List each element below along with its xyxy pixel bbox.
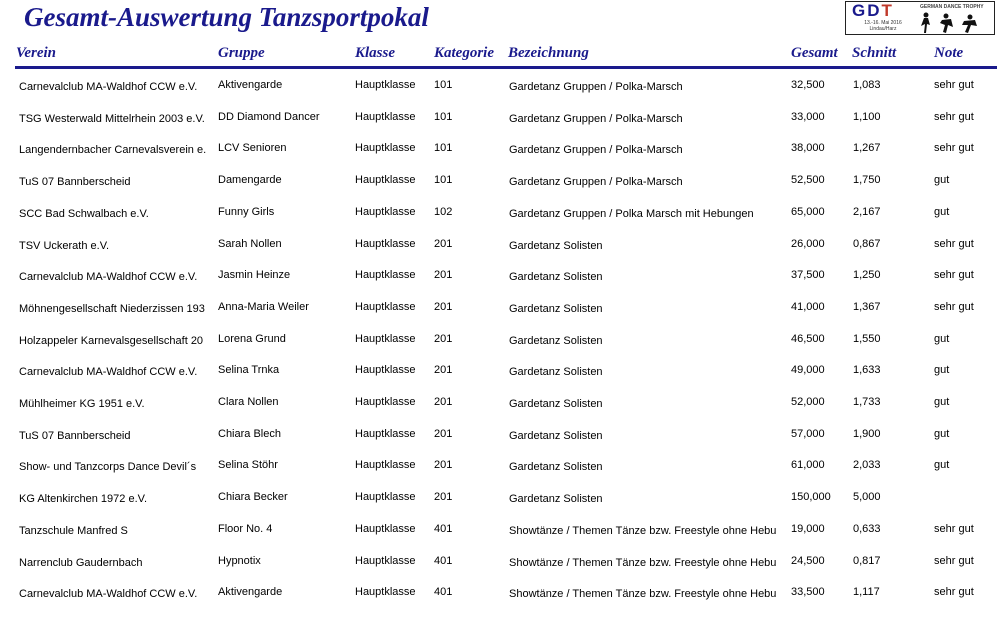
- cell-gesamt: 41,000: [791, 300, 825, 313]
- cell-gruppe: Sarah Nollen: [218, 237, 282, 250]
- cell-gruppe: Aktivengarde: [218, 586, 283, 599]
- table-row: [0, 133, 1000, 163]
- cell-kategorie: 201: [434, 269, 453, 282]
- cell-gesamt: 37,500: [791, 269, 825, 282]
- table-row: [0, 324, 1000, 354]
- cell-gruppe: Hypnotix: [218, 554, 261, 567]
- cell-kategorie: 101: [434, 110, 453, 123]
- cell-schnitt: 1,367: [853, 300, 881, 313]
- cell-gruppe: Damengarde: [218, 174, 282, 187]
- cell-gruppe: Chiara Becker: [218, 491, 288, 504]
- cell-schnitt: 2,033: [853, 459, 881, 472]
- cell-gesamt: 19,000: [791, 522, 825, 535]
- header-note: Note: [934, 45, 964, 61]
- cell-schnitt: 1,267: [853, 142, 881, 155]
- cell-klasse: Hauptklasse: [355, 79, 416, 91]
- cell-gruppe: Funny Girls: [218, 205, 275, 218]
- cell-schnitt: 1,750: [853, 174, 881, 187]
- dancer-silhouettes-icon: [918, 11, 992, 35]
- cell-bezeichnung: Gardetanz Solisten: [509, 461, 603, 474]
- cell-note: gut: [934, 427, 950, 440]
- cell-verein: Carnevalclub MA-Waldhof CCW e.V.: [19, 81, 198, 93]
- table-row: [0, 165, 1000, 195]
- cell-klasse: Hauptklasse: [355, 269, 416, 282]
- table-row: [0, 197, 1000, 227]
- gdt-logo: [845, 1, 995, 35]
- cell-gesamt: 38,000: [791, 142, 825, 155]
- table-row: [0, 514, 1000, 544]
- cell-kategorie: 201: [434, 332, 453, 345]
- header-schnitt: Schnitt: [852, 45, 897, 61]
- cell-kategorie: 401: [434, 522, 453, 535]
- table-row: [0, 577, 1000, 607]
- cell-gesamt: 33,000: [791, 110, 825, 123]
- cell-note: sehr gut: [934, 586, 974, 599]
- table-row: [0, 229, 1000, 259]
- table-row: [0, 419, 1000, 449]
- cell-note: sehr gut: [934, 522, 974, 535]
- cell-klasse: Hauptklasse: [355, 554, 416, 567]
- table-row: [0, 546, 1000, 576]
- cell-gruppe: Clara Nollen: [218, 396, 279, 408]
- table-row: [0, 260, 1000, 290]
- logo-subtitle: 13.-16. Mai 2016 Lindau/Harz: [864, 20, 902, 32]
- cell-schnitt: 0,633: [853, 522, 881, 535]
- cell-gruppe: Lorena Grund: [218, 332, 286, 345]
- table-row: [0, 482, 1000, 512]
- cell-kategorie: 101: [434, 79, 453, 91]
- cell-klasse: Hauptklasse: [355, 396, 416, 408]
- cell-verein: TuS 07 Bannberscheid: [19, 176, 131, 189]
- cell-kategorie: 102: [434, 205, 453, 218]
- cell-schnitt: 0,817: [853, 554, 881, 567]
- cell-klasse: Hauptklasse: [355, 174, 416, 187]
- cell-gruppe: LCV Senioren: [218, 142, 287, 155]
- cell-gesamt: 52,000: [791, 396, 825, 408]
- cell-verein: TSV Uckerath e.V.: [19, 239, 110, 252]
- cell-kategorie: 101: [434, 142, 453, 155]
- header-gruppe: Gruppe: [218, 45, 265, 61]
- cell-gesamt: 52,500: [791, 174, 825, 187]
- cell-kategorie: 401: [434, 586, 453, 599]
- cell-bezeichnung: Gardetanz Solisten: [509, 334, 603, 347]
- cell-verein: Langendernbacher Carnevalsverein e.: [19, 144, 207, 157]
- cell-klasse: Hauptklasse: [355, 142, 416, 155]
- cell-gruppe: DD Diamond Dancer: [218, 110, 320, 123]
- cell-bezeichnung: Showtänze / Themen Tänze bzw. Freestyle ohne Hebu: [509, 556, 777, 569]
- cell-bezeichnung: Gardetanz Gruppen / Polka-Marsch: [509, 176, 683, 189]
- cell-gesamt: 46,500: [791, 332, 825, 345]
- cell-note: sehr gut: [934, 110, 974, 123]
- table-row: [0, 292, 1000, 322]
- cell-kategorie: 101: [434, 174, 453, 187]
- cell-klasse: Hauptklasse: [355, 110, 416, 123]
- cell-kategorie: 201: [434, 364, 453, 377]
- cell-klasse: Hauptklasse: [355, 522, 416, 535]
- cell-verein: Narrenclub Gaudernbach: [19, 556, 143, 569]
- cell-verein: SCC Bad Schwalbach e.V.: [19, 207, 149, 220]
- cell-klasse: Hauptklasse: [355, 491, 416, 504]
- cell-verein: Holzappeler Karnevalsgesellschaft 20: [19, 334, 204, 347]
- cell-gruppe: Jasmin Heinze: [218, 269, 291, 282]
- cell-note: sehr gut: [934, 79, 974, 91]
- cell-verein: Tanzschule Manfred S: [19, 524, 128, 537]
- cell-klasse: Hauptklasse: [355, 459, 416, 472]
- cell-verein: Carnevalclub MA-Waldhof CCW e.V.: [19, 271, 198, 284]
- cell-bezeichnung: Gardetanz Solisten: [509, 302, 603, 315]
- cell-note: sehr gut: [934, 554, 974, 567]
- table-row: [0, 102, 1000, 132]
- header-bezeichnung: Bezeichnung: [508, 45, 589, 61]
- cell-klasse: Hauptklasse: [355, 237, 416, 250]
- cell-note: gut: [934, 332, 950, 345]
- cell-verein: Show- und Tanzcorps Dance Devil´s: [19, 461, 197, 474]
- cell-gruppe: Selina Trnka: [218, 364, 280, 377]
- cell-schnitt: 0,867: [853, 237, 881, 250]
- page-title: Gesamt-Auswertung Tanzsportpokal: [24, 2, 429, 32]
- cell-gesamt: 49,000: [791, 364, 825, 377]
- cell-gesamt: 33,500: [791, 586, 825, 599]
- cell-note: sehr gut: [934, 237, 974, 250]
- cell-bezeichnung: Gardetanz Solisten: [509, 429, 603, 442]
- cell-note: gut: [934, 205, 950, 218]
- header-divider: [15, 66, 997, 69]
- cell-gruppe: Chiara Blech: [218, 427, 281, 440]
- cell-bezeichnung: Gardetanz Gruppen / Polka Marsch mit Hebungen: [509, 207, 754, 220]
- cell-note: gut: [934, 364, 950, 377]
- cell-gesamt: 61,000: [791, 459, 825, 472]
- cell-note: sehr gut: [934, 269, 974, 282]
- cell-kategorie: 201: [434, 300, 453, 313]
- cell-note: gut: [934, 174, 950, 187]
- cell-schnitt: 1,633: [853, 364, 881, 377]
- cell-klasse: Hauptklasse: [355, 332, 416, 345]
- cell-schnitt: 2,167: [853, 205, 881, 218]
- cell-schnitt: 1,250: [853, 269, 881, 282]
- cell-schnitt: 1,550: [853, 332, 881, 345]
- cell-kategorie: 201: [434, 396, 453, 408]
- cell-bezeichnung: Gardetanz Solisten: [509, 366, 603, 379]
- cell-gruppe: Floor No. 4: [218, 522, 273, 535]
- cell-schnitt: 1,100: [853, 110, 881, 123]
- cell-gesamt: 26,000: [791, 237, 825, 250]
- cell-bezeichnung: Gardetanz Gruppen / Polka-Marsch: [509, 81, 683, 93]
- table-row: [0, 70, 1000, 100]
- cell-schnitt: 1,733: [853, 396, 881, 408]
- cell-gesamt: 24,500: [791, 554, 825, 567]
- cell-kategorie: 201: [434, 427, 453, 440]
- cell-verein: TSG Westerwald Mittelrhein 2003 e.V.: [19, 112, 205, 125]
- cell-note: gut: [934, 396, 950, 408]
- cell-kategorie: 401: [434, 554, 453, 567]
- cell-verein: Mühlheimer KG 1951 e.V.: [19, 398, 145, 410]
- cell-gruppe: Anna-Maria Weiler: [218, 300, 309, 313]
- cell-note: sehr gut: [934, 300, 974, 313]
- cell-bezeichnung: Showtänze / Themen Tänze bzw. Freestyle ohne Hebu: [509, 524, 777, 537]
- cell-kategorie: 201: [434, 491, 453, 504]
- cell-bezeichnung: Gardetanz Gruppen / Polka-Marsch: [509, 144, 683, 157]
- header-verein: Verein: [16, 45, 57, 61]
- cell-klasse: Hauptklasse: [355, 205, 416, 218]
- cell-kategorie: 201: [434, 237, 453, 250]
- cell-note: sehr gut: [934, 142, 974, 155]
- cell-schnitt: 1,083: [853, 79, 881, 91]
- cell-gesamt: 65,000: [791, 205, 825, 218]
- cell-bezeichnung: Gardetanz Solisten: [509, 271, 603, 284]
- cell-bezeichnung: Gardetanz Solisten: [509, 398, 603, 410]
- header-klasse: Klasse: [355, 45, 396, 61]
- table-row: [0, 450, 1000, 480]
- cell-gruppe: Selina Stöhr: [218, 459, 278, 472]
- cell-verein: KG Altenkirchen 1972 e.V.: [19, 493, 148, 506]
- cell-schnitt: 1,117: [853, 586, 880, 599]
- cell-bezeichnung: Gardetanz Gruppen / Polka-Marsch: [509, 112, 683, 125]
- cell-bezeichnung: Showtänze / Themen Tänze bzw. Freestyle ohne Hebu: [509, 588, 777, 601]
- cell-gruppe: Aktivengarde: [218, 79, 283, 91]
- cell-verein: Möhnengesellschaft Niederzissen 193: [19, 302, 205, 315]
- cell-kategorie: 201: [434, 459, 453, 472]
- cell-schnitt: 5,000: [853, 491, 881, 504]
- cell-bezeichnung: Gardetanz Solisten: [509, 493, 603, 506]
- cell-klasse: Hauptklasse: [355, 586, 416, 599]
- cell-klasse: Hauptklasse: [355, 300, 416, 313]
- cell-verein: TuS 07 Bannberscheid: [19, 429, 131, 442]
- cell-gesamt: 57,000: [791, 427, 825, 440]
- logo-trophy-text: GERMAN DANCE TROPHY: [920, 4, 984, 10]
- header-gesamt: Gesamt: [791, 45, 838, 61]
- cell-gesamt: 32,500: [791, 79, 825, 91]
- cell-note: gut: [934, 459, 950, 472]
- header-kategorie: Kategorie: [434, 45, 494, 61]
- table-row: [0, 355, 1000, 385]
- cell-bezeichnung: Gardetanz Solisten: [509, 239, 603, 252]
- cell-verein: Carnevalclub MA-Waldhof CCW e.V.: [19, 588, 198, 601]
- cell-verein: Carnevalclub MA-Waldhof CCW e.V.: [19, 366, 198, 379]
- cell-gesamt: 150,000: [791, 491, 831, 504]
- logo-wordmark: GDT: [852, 1, 894, 20]
- cell-klasse: Hauptklasse: [355, 427, 416, 440]
- table-row: [0, 387, 1000, 417]
- cell-schnitt: 1,900: [853, 427, 881, 440]
- cell-klasse: Hauptklasse: [355, 364, 416, 377]
